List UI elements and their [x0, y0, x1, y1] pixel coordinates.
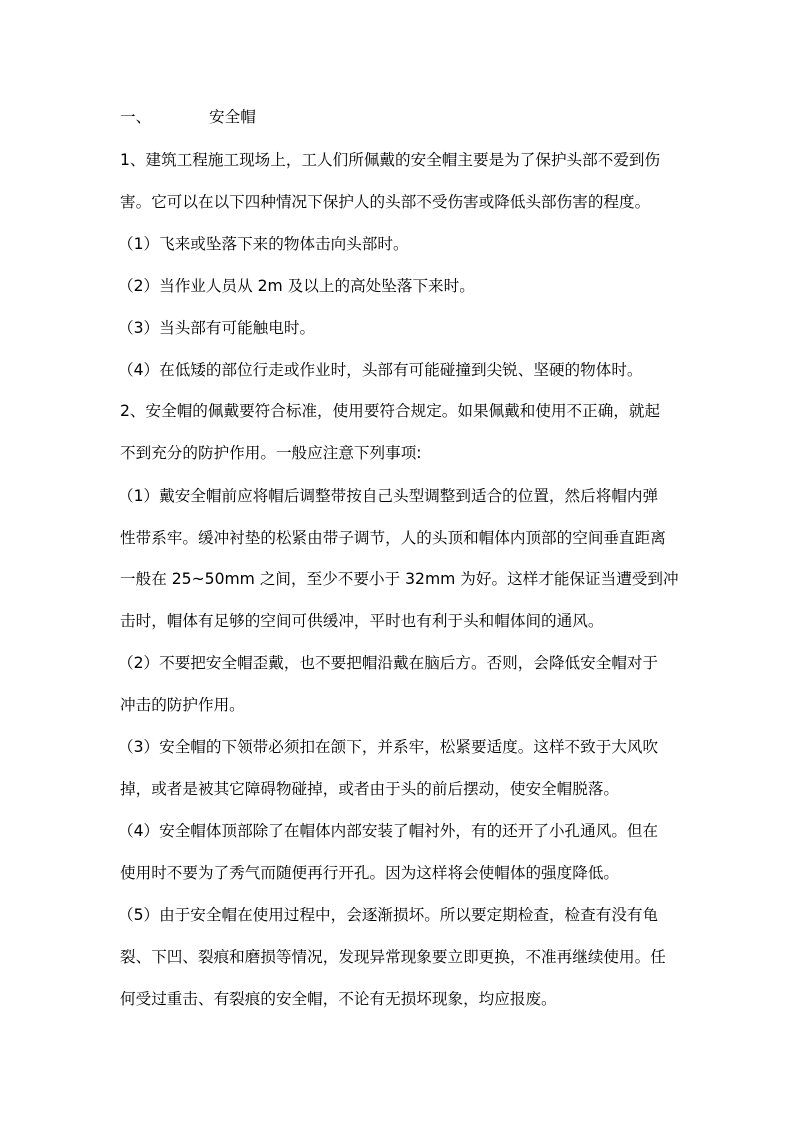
- paragraph-line: 1、建筑工程施工现场上，工人们所佩戴的安全帽主要是为了保护头部不爱到伤: [120, 151, 661, 169]
- list-item-line: （1）戴安全帽前应将帽后调整带按自己头型调整到适合的位置，然后将帽内弹: [118, 487, 659, 505]
- list-item-line: （2）不要把安全帽歪戴，也不要把帽沿戴在脑后方。否则，会降低安全帽对于: [118, 654, 659, 672]
- paragraph-line: 一般在 25~50mm 之间，至少不要小于 32mm 为好。这样才能保证当遭受到冲: [120, 570, 679, 588]
- list-item-line: （5）由于安全帽在使用过程中，会逐渐损坏。所以要定期检查，检查有没有龟: [118, 906, 659, 924]
- paragraph-line: 使用时不要为了秀气而随便再行开孔。因为这样将会使帽体的强度降低。: [120, 864, 620, 882]
- list-item-line: （1）飞来或坠落下来的物体击向头部时。: [118, 235, 409, 253]
- paragraph-line: 冲击的防护作用。: [120, 696, 245, 714]
- section-title: 安全帽: [209, 108, 256, 126]
- list-item-line: （4）在低矮的部位行走或作业时，头部有可能碰撞到尖锐、坚硬的物体时。: [118, 361, 643, 379]
- paragraph-line: 2、安全帽的佩戴要符合标准，使用要符合规定。如果佩戴和使用不正确，就起: [120, 402, 661, 420]
- list-item-line: （3）安全帽的下领带必须扣在颌下，并系牢，松紧要适度。这样不致于大风吹: [118, 738, 659, 756]
- paragraph-line: 掉，或者是被其它障碍物碰掉，或者由于头的前后摆动，使安全帽脱落。: [120, 780, 620, 798]
- paragraph-line: 性带系牢。缓冲衬垫的松紧由带子调节，人的头顶和帽体内顶部的空间垂直距离: [120, 529, 666, 547]
- section-number: 一、: [120, 108, 152, 126]
- paragraph-line: 击时，帽体有足够的空间可供缓冲，平时也有利于头和帽体间的通风。: [120, 612, 604, 630]
- paragraph-line: 不到充分的防护作用。一般应注意下列事项:: [120, 444, 422, 462]
- paragraph-line: 害。它可以在以下四种情况下保护人的头部不受伤害或降低头部伤害的程度。: [120, 193, 651, 211]
- list-item-line: （2）当作业人员从 2m 及以上的高处坠落下来时。: [118, 277, 475, 295]
- paragraph-line: 何受过重击、有裂痕的安全帽，不论有无损坏现象，均应报废。: [120, 990, 557, 1008]
- list-item-line: （3）当头部有可能触电时。: [118, 319, 316, 337]
- paragraph-line: 裂、下凹、裂痕和磨损等情况，发现异常现象要立即更换，不准再继续使用。任: [120, 948, 666, 966]
- list-item-line: （4）安全帽体顶部除了在帽体内部安装了帽衬外，有的还开了小孔通风。但在: [118, 822, 659, 840]
